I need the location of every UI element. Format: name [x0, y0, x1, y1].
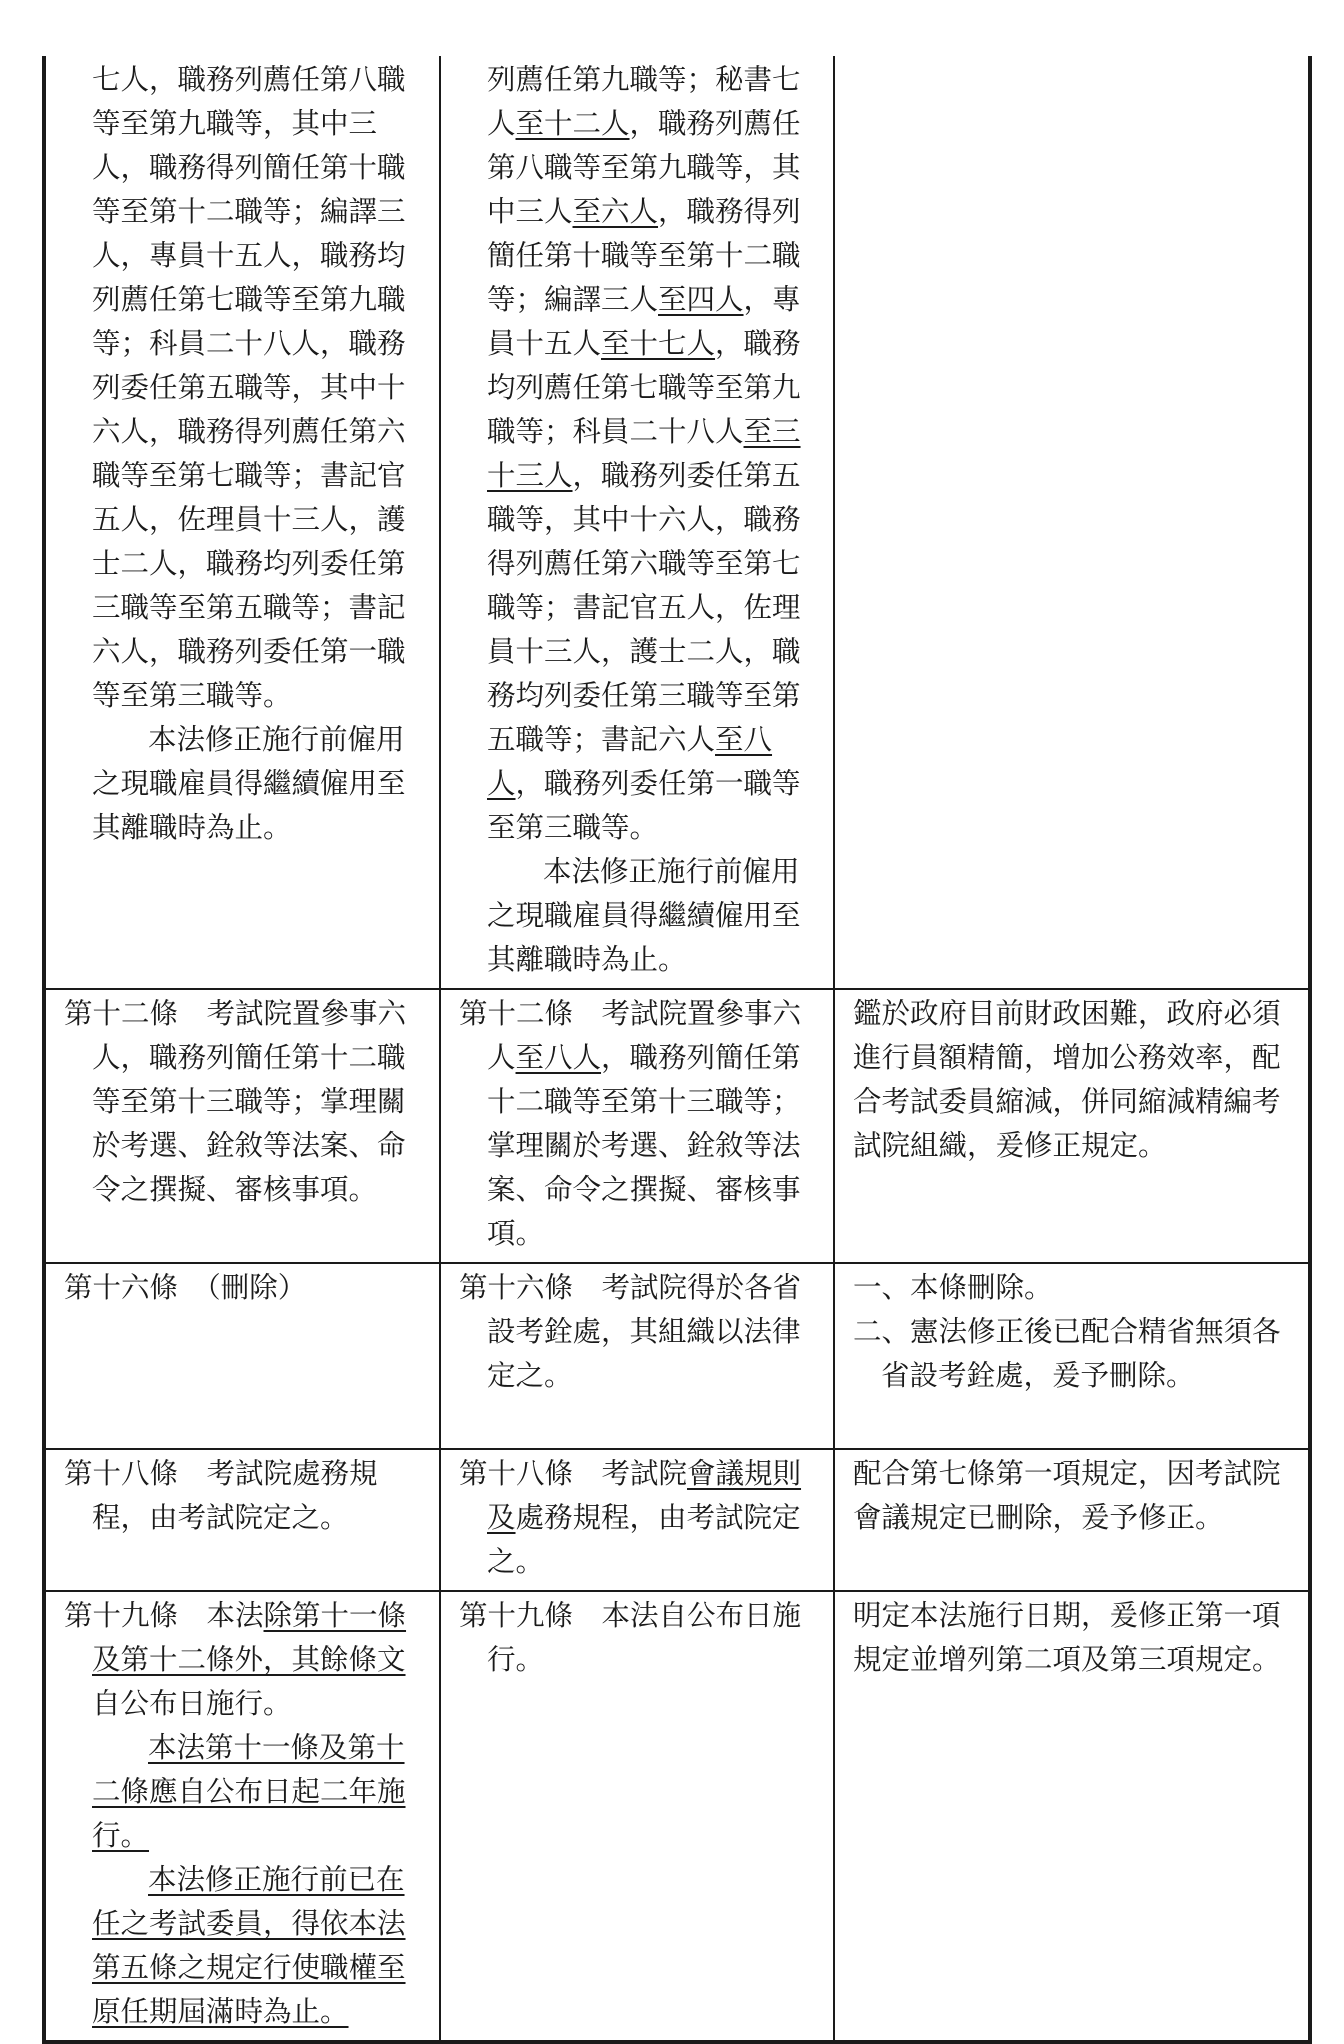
amended-text-cell [44, 56, 440, 989]
table-row [44, 1263, 1310, 1449]
explanation-cell [834, 1591, 1310, 2042]
table-row [44, 989, 1310, 1263]
amendment-underline: 至四人 [658, 283, 744, 316]
explanation-cell [834, 1449, 1310, 1591]
paragraph: 本法修正施行前僱用之現職雇員得繼續僱用至其離職時為止。 [487, 855, 801, 976]
article-text: 第十六條 考試院得於各省設考銓處，其組織以法律定之。 [459, 1271, 802, 1392]
paragraph: 本法第十一條及第十二條應自公布日起二年施行。 [92, 1731, 406, 1852]
amended-text-cell [44, 1263, 440, 1449]
amended-text-cell [44, 1449, 440, 1591]
article-text: 第十二條 考試院置參事六人，職務列簡任第十二職等至第十三職等；掌理關於考選、銓敘等法案、命令之撰擬、審核事項。 [64, 997, 407, 1206]
explanation-cell [834, 989, 1310, 1263]
explanation-text: 明定本法施行日期，爰修正第一項規定並增列第二項及第三項規定。 [853, 1599, 1281, 1676]
explanation-item: 一、本條刪除。 [853, 1271, 1053, 1304]
amendment-underline: 至六人 [572, 195, 659, 228]
explanation-item: 二、憲法修正後已配合精省無須各省設考銓處，爰予刪除。 [853, 1315, 1281, 1392]
article-text: 第十二條 考試院置參事六人至八人，職務列簡任第十二職等至第十三職等；掌理關於考選、銓敘等法案、命令之撰擬、審核事項。 [459, 997, 802, 1250]
amendment-underline: 至八人 [487, 723, 773, 800]
table-row [44, 56, 1310, 989]
explanation-cell [834, 56, 1310, 989]
paragraph: 列薦任第九職等；秘書七人至十二人，職務列薦任第八職等至第九職等，其中三人至六人，職務得列簡任第十職等至第十二職等；編譯三人至四人，專員十五人至十七人，職務均列薦任第七職等至第九職等；科員二十八人至三十三人，職務列委任第五職等，其中十六人，職務得列薦任第六職等至第七職等；書記官五人，佐理員十三人，護士二人，職務均列委任第三職等至第五職等；書記六人至八人，職務列委任第一職等至第三職等。 [487, 63, 801, 844]
amendment-underline: 會議規則及 [487, 1457, 802, 1534]
amendment-underline: 至十二人 [515, 107, 630, 140]
amendment-underline: 除第十一條及第十二條外，其餘條文 [92, 1599, 407, 1676]
comparison-table [42, 56, 1312, 2044]
current-text-cell [440, 989, 834, 1263]
current-text-cell [440, 1263, 834, 1449]
table-row [44, 1449, 1310, 1591]
current-text-cell [440, 56, 834, 989]
amendment-underline: 至十七人 [601, 327, 716, 360]
article-text: 第十八條 考試院處務規程，由考試院定之。 [64, 1457, 378, 1534]
amendment-underline: 至三十三人 [487, 415, 801, 492]
current-text-cell [440, 1591, 834, 2042]
table-row [44, 1591, 1310, 2042]
amended-text-cell [44, 989, 440, 1263]
explanation-cell [834, 1263, 1310, 1449]
paragraph: 本法修正施行前僱用之現職雇員得繼續僱用至其離職時為止。 [92, 723, 406, 844]
article-text: 第十六條 （刪除） [64, 1271, 307, 1304]
article-text: 第十九條 本法自公布日施行。 [459, 1599, 802, 1676]
current-text-cell [440, 1449, 834, 1591]
paragraph: 七人，職務列薦任第八職等至第九職等，其中三人，職務得列簡任第十職等至第十二職等；編譯三人，專員十五人，職務均列薦任第七職等至第九職等；科員二十八人，職務列委任第五職等，其中十六人，職務得列薦任第六職等至第七職等；書記官五人，佐理員十三人，護士二人，職務均列委任第三職等至第五職等；書記六人，職務列委任第一職等至第三職等。 [92, 63, 406, 712]
article-text: 第十九條 本法除第十一條及第十二條外，其餘條文自公布日施行。 [64, 1599, 407, 1720]
explanation-text: 鑑於政府目前財政困難，政府必須進行員額精簡，增加公務效率，配合考試委員縮減，併同縮減精編考試院組織，爰修正規定。 [853, 997, 1281, 1162]
article-text: 第十八條 考試院會議規則及處務規程，由考試院定之。 [459, 1457, 802, 1578]
amended-text-cell [44, 1591, 440, 2042]
explanation-text: 配合第七條第一項規定，因考試院會議規定已刪除，爰予修正。 [853, 1457, 1281, 1534]
amendment-underline: 至八人 [515, 1041, 602, 1074]
paragraph: 本法修正施行前已在任之考試委員，得依本法第五條之規定行使職權至原任期屆滿時為止。 [92, 1863, 406, 2028]
